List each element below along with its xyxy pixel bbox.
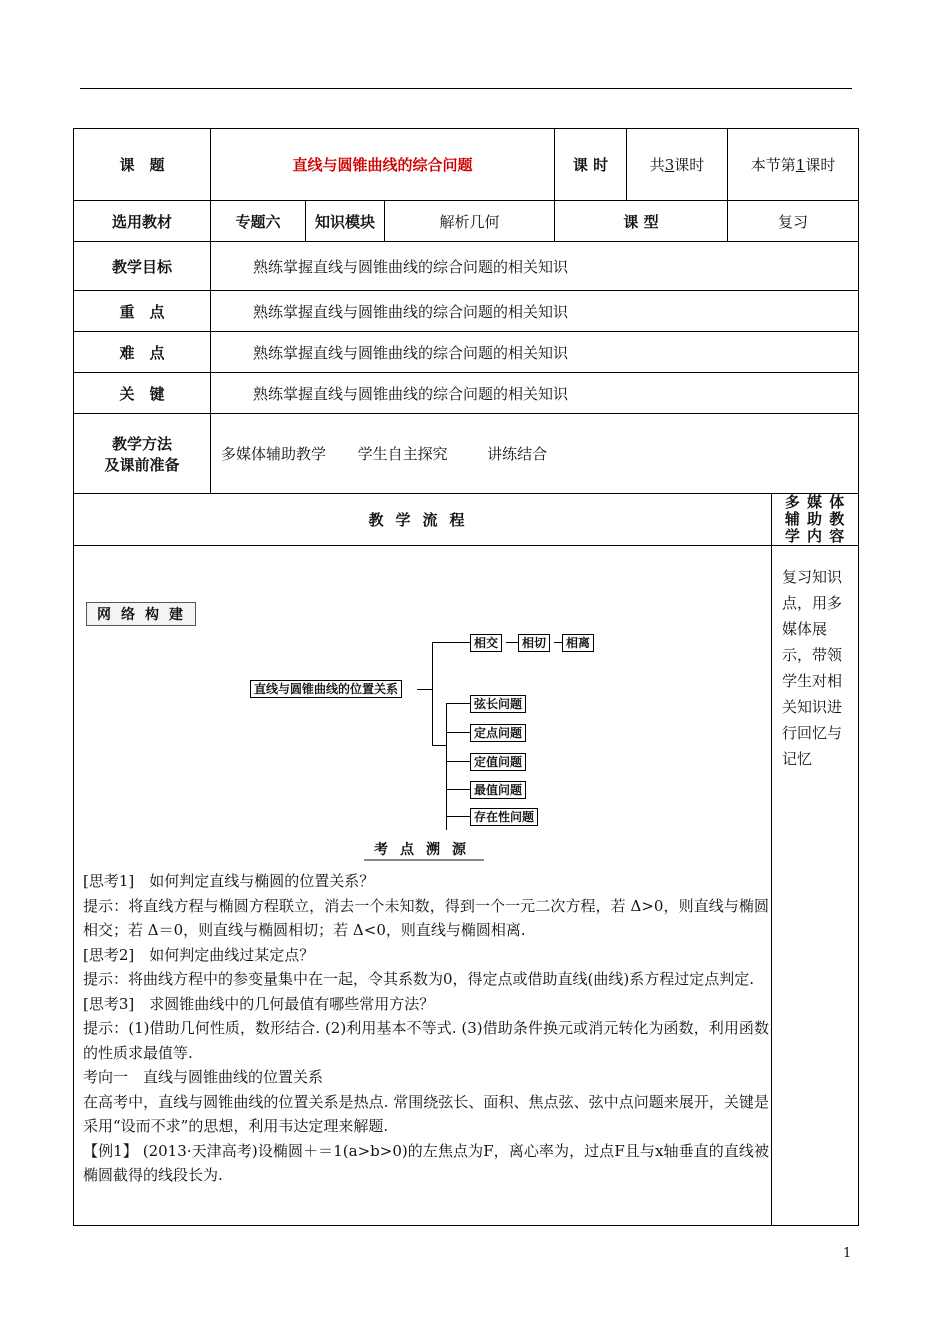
goal-label: 教学目标	[74, 242, 211, 291]
total-post: 课时	[674, 156, 705, 174]
media-heading-3: 学 内 容	[784, 527, 846, 545]
current-hour	[728, 129, 859, 201]
media-content: 复习知识点，用多媒体展示，带领学生对相关知识进行回忆与记忆	[772, 546, 859, 1226]
tree-branch	[446, 703, 470, 704]
think3-question: [思考3] 求圆锥曲线中的几何最值有哪些常用方法？	[83, 994, 435, 1013]
difficulty-label: 难 点	[74, 332, 211, 373]
think1-answer: 提示：将直线方程与椭圆方程联立，消去一个未知数，得到一个一元二次方程，若 Δ>0，则直线与椭圆相交；若 Δ＝0，则直线与椭圆相切；若 Δ<0，则直线与椭圆相离.	[83, 896, 769, 939]
tree-sub-trunk	[446, 703, 447, 830]
tree-problem: 存在性问题	[470, 808, 538, 826]
knowledge-tree	[74, 546, 771, 861]
method-item: 学生自主探究	[357, 445, 448, 463]
media-heading-1: 多 媒 体	[784, 493, 846, 511]
title-row	[74, 129, 859, 201]
module-label: 知识模块	[306, 201, 385, 242]
type-label: 课 型	[555, 201, 728, 242]
method-label	[74, 414, 211, 494]
total-num: 3	[664, 156, 675, 174]
lesson-body	[83, 869, 769, 1188]
current-post: 课时	[805, 156, 836, 174]
method-label-line2: 及课前准备	[104, 455, 180, 474]
method-item: 讲练结合	[487, 445, 548, 463]
tree-branch	[446, 761, 470, 762]
lesson-plan-table	[73, 128, 859, 1226]
topic-label: 课 题	[74, 129, 211, 201]
page-number: 1	[843, 1246, 852, 1261]
tree-branch	[446, 789, 470, 790]
think2-answer: 提示：将曲线方程中的参变量集中在一起，令其系数为0，得定点或借助直线(曲线)系方程过定点判定.	[83, 970, 755, 988]
network-badge-label: 网络构建	[86, 602, 196, 626]
tree-trunk	[432, 642, 433, 745]
kaodian-underline	[364, 859, 484, 861]
direction1-heading: 考向一 直线与圆锥曲线的位置关系	[83, 1068, 324, 1086]
tree-branch	[432, 745, 446, 746]
lesson-title: 直线与圆锥曲线的综合问题	[211, 129, 555, 201]
method-row	[74, 414, 859, 494]
focus-row	[74, 291, 859, 332]
focus-label: 重 点	[74, 291, 211, 332]
think2-question: [思考2] 如何判定曲线过某定点？	[83, 945, 315, 964]
current-pre: 本节第	[750, 156, 796, 174]
tree-branch	[446, 816, 470, 817]
type-value: 复习	[728, 201, 859, 242]
goal-row	[74, 242, 859, 291]
key-row	[74, 373, 859, 414]
goal-text: 熟练掌握直线与圆锥曲线的综合问题的相关知识	[211, 242, 859, 291]
tree-rel-separate: 相离	[562, 634, 594, 652]
flow-heading: 教学流程	[74, 494, 772, 546]
tree-root: 直线与圆锥曲线的位置关系	[250, 680, 402, 698]
tree-problem: 最值问题	[470, 781, 526, 799]
tree-branch	[446, 732, 470, 733]
think1-question: [思考1] 如何判定直线与椭圆的位置关系？	[83, 872, 375, 890]
header-rule	[80, 88, 852, 89]
example1: 【例1】 (2013·天津高考)设椭圆＋＝1(a>b>0)的左焦点为F，离心率为，过点F且与x轴垂直的直线被椭圆截得的线段长为.	[83, 1141, 769, 1184]
tree-problem: 弦长问题	[470, 695, 526, 713]
tree-branch	[432, 642, 470, 643]
textbook-row	[74, 201, 859, 242]
hours-label: 课 时	[555, 129, 627, 201]
think3-answer: 提示：(1)借助几何性质，数形结合. (2)利用基本不等式. (3)借助条件换元或消元转化为函数，利用函数的性质求最值等.	[83, 1019, 769, 1062]
tree-problem: 定值问题	[470, 753, 526, 771]
flow-content	[74, 546, 772, 1226]
method-item: 多媒体辅助教学	[221, 445, 327, 463]
textbook-label: 选用教材	[74, 201, 211, 242]
method-items	[211, 414, 859, 494]
tree-connector	[417, 689, 433, 690]
tree-link	[506, 642, 518, 643]
key-label: 关 键	[74, 373, 211, 414]
tree-link	[554, 642, 562, 643]
current-num: 1	[795, 156, 806, 174]
flow-content-row	[74, 546, 859, 1226]
total-hours	[627, 129, 728, 201]
direction1-text: 在高考中，直线与圆锥曲线的位置关系是热点. 常围绕弦长、面积、焦点弦、弦中点问题来展开，关键是采用“设而不求”的思想，利用韦达定理来解题.	[83, 1092, 769, 1135]
tree-rel-tangent: 相切	[518, 634, 550, 652]
tree-problem: 定点问题	[470, 724, 526, 742]
focus-text: 熟练掌握直线与圆锥曲线的综合问题的相关知识	[211, 291, 859, 332]
difficulty-row	[74, 332, 859, 373]
module-value: 解析几何	[385, 201, 555, 242]
difficulty-text: 熟练掌握直线与圆锥曲线的综合问题的相关知识	[211, 332, 859, 373]
flow-header-row	[74, 494, 859, 546]
total-pre: 共	[649, 156, 665, 174]
kaodian-heading: 考点溯源	[374, 842, 478, 858]
media-heading	[772, 494, 859, 546]
key-text: 熟练掌握直线与圆锥曲线的综合问题的相关知识	[211, 373, 859, 414]
media-heading-2: 辅 助 教	[784, 510, 846, 528]
textbook-topic: 专题六	[211, 201, 306, 242]
tree-rel-intersect: 相交	[470, 634, 502, 652]
method-label-line1: 教学方法	[111, 434, 172, 453]
